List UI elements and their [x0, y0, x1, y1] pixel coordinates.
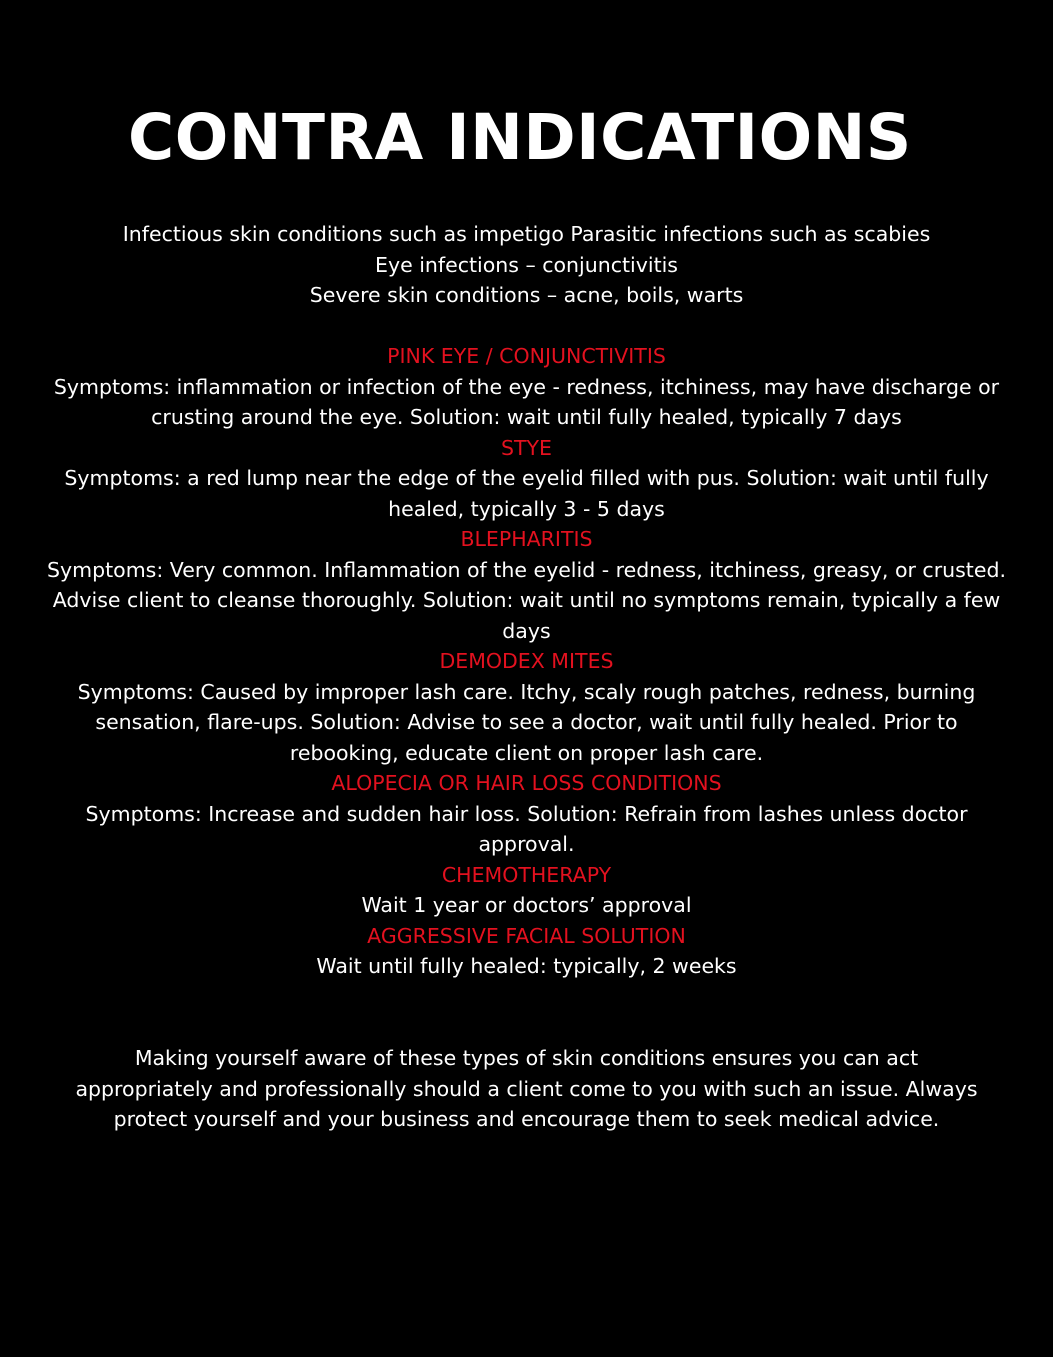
- condition-title: AGGRESSIVE FACIAL SOLUTION: [367, 923, 686, 948]
- condition-text: Wait 1 year or doctors’ approval: [361, 893, 692, 917]
- condition-title: DEMODEX MITES: [439, 649, 614, 673]
- intro-line: Severe skin conditions – acne, boils, warts: [309, 283, 744, 307]
- condition-text: Wait until fully healed: typically, 2 weeks: [316, 954, 737, 978]
- condition-text: Symptoms: Caused by improper lash care. Itchy, scaly rough patches, redness, burning sensation, flare-ups. Solution: Advise to see a doctor, wait until fully healed. Prior to rebooking, educate client on proper lash care.: [77, 679, 976, 765]
- condition-text: Symptoms: Very common. Inflammation of the eyelid - redness, itchiness, greasy, or crusted. Advise client to cleanse thoroughly. Solution: wait until no symptoms remain, typically a few days: [47, 557, 1006, 643]
- condition-title: BLEPHARITIS: [460, 527, 593, 551]
- condition-title: PINK EYE / CONJUNCTIVITIS: [387, 344, 666, 368]
- condition-title: ALOPECIA OR HAIR LOSS CONDITIONS: [331, 771, 722, 795]
- conditions-list: [40, 341, 1013, 982]
- closing-paragraph: Making yourself aware of these types of skin conditions ensures you can act appropriately and professionally should a client come to you with such an issue. Always protect yourself and your business and encourage them to seek medical advice.: [75, 1046, 978, 1131]
- intro-line: Infectious skin conditions such as impetigo Parasitic infections such as scabies: [122, 222, 931, 246]
- condition-text: Symptoms: a red lump near the edge of the eyelid filled with pus. Solution: wait until fully healed, typically 3 - 5 days: [64, 466, 989, 521]
- condition-alopecia: [40, 768, 1013, 860]
- condition-demodex-mites: [40, 646, 1013, 768]
- intro-line: Eye infections – conjunctivitis: [375, 252, 678, 277]
- intro-list: [40, 219, 1013, 311]
- condition-stye: [40, 433, 1013, 525]
- condition-title: STYE: [500, 435, 552, 460]
- page-title: CONTRA INDICATIONS: [128, 101, 912, 174]
- condition-aggressive-facial: [40, 921, 1013, 982]
- condition-pink-eye: [40, 341, 1013, 433]
- condition-blepharitis: [40, 524, 1013, 646]
- condition-text: Symptoms: Increase and sudden hair loss. Solution: Refrain from lashes unless doctor approval.: [85, 801, 968, 856]
- condition-title: CHEMOTHERAPY: [441, 862, 612, 887]
- condition-chemotherapy: [40, 860, 1013, 921]
- condition-text: Symptoms: inflammation or infection of the eye - redness, itchiness, may have discharge or crusting around the eye. Solution: wait until fully healed, typically 7 days: [53, 374, 1000, 429]
